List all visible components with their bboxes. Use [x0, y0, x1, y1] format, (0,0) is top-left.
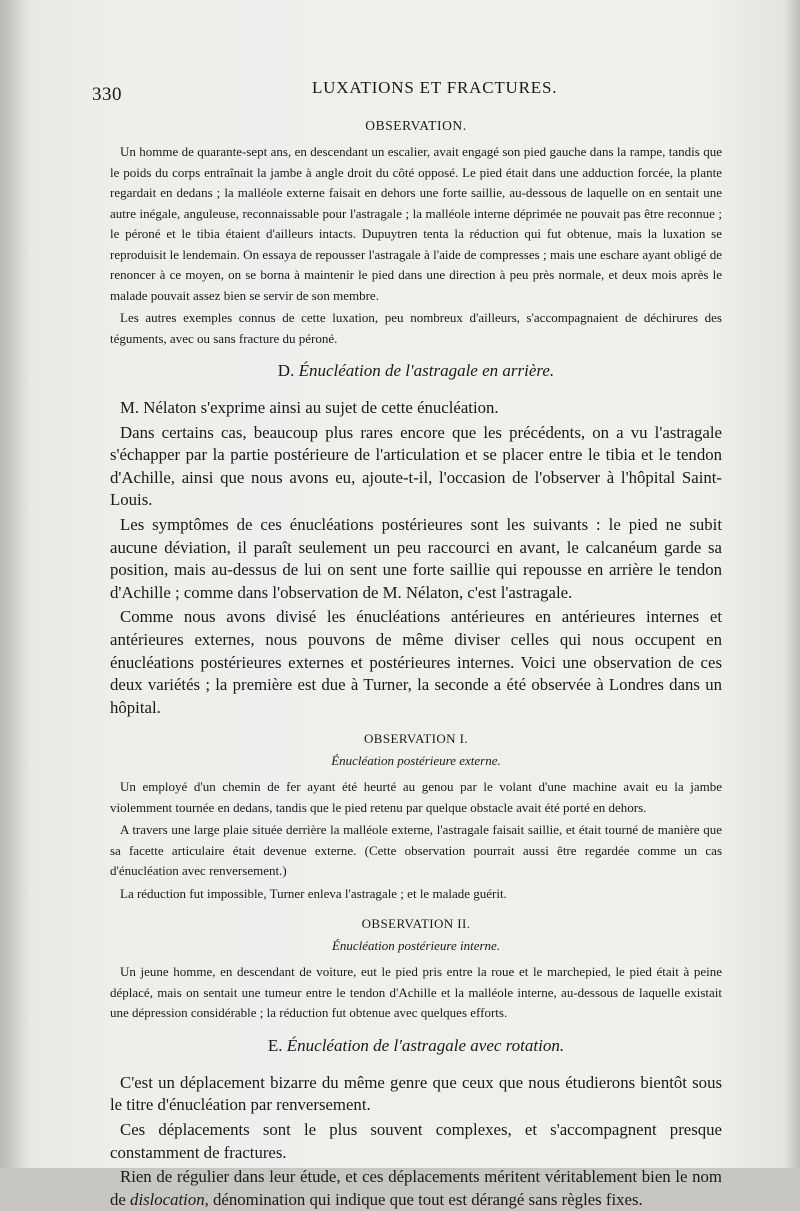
observation-paragraph: Un jeune homme, en descendant de voiture, eut le pied pris entre la roue et le marchepied, le pied était à peine déplacé, mais on sentait une tumeur entre le tendon d'Achille et la malléole interne, au-dessous de laquelle existait une dépression considérable ; la réduction fut obtenue avec quelques efforts. [110, 964, 722, 1021]
observation-heading: OBSERVATION. [365, 118, 467, 133]
observation-1-heading: OBSERVATION I. [364, 731, 468, 747]
body-paragraph: C'est un déplacement bizarre du même genre que ceux que nous étudierons bientôt sous le titre d'énucléation par renversement. [110, 1072, 722, 1115]
observation-2-heading: OBSERVATION II. [361, 916, 471, 932]
running-title: LUXATIONS ET FRACTURES. [312, 78, 558, 97]
body-paragraph: Les symptômes de ces énucléations postérieures sont les suivants : le pied ne subit aucune déviation, il paraît seulement un peu raccourci en avant, le calcanéum garde sa position, mais au-dessus de lui on sent une forte saillie qui repousse en arrière le tendon d'Achille ; comme dans l'observation de M. Nélaton, c'est l'astragale. [110, 514, 722, 602]
page-content [110, 118, 722, 1211]
text-run: Rien de régulier dans leur étude, et ces déplacements méritent véritablement bien le nom de [110, 1167, 722, 1209]
observation-paragraph: Les autres exemples connus de cette luxation, peu nombreux d'ailleurs, s'accompagnaient de déchirures des téguments, avec ou sans fracture du péroné. [110, 310, 722, 346]
observation-paragraph: A travers une large plaie située derrière la malléole externe, l'astragale faisait saillie, et était tourné de manière que sa facette articulaire était devenue externe. (Cette observation pourrait aussi être regardée comme un cas d'énucléation avec renversement.) [110, 822, 722, 879]
observation-1-subtitle: Énucléation postérieure externe. [331, 753, 501, 769]
section-title-e [110, 1036, 722, 1056]
section-letter: E. [267, 1035, 283, 1055]
observation-paragraph: Un homme de quarante-sept ans, en descendant un escalier, avait engagé son pied gauche dans la rampe, tandis que le poids du corps entraînait la jambe à angle droit du côté opposé. Le pied était dans une adduction forcée, la plante regardait en dedans ; la malléole externe faisait en dehors une forte saillie, au-dessous de laquelle on en sentait une autre inégale, anguleuse, reconnaissable pour l'astragale ; la malléole interne déprimée ne pouvait pas être reconnue ; le péroné et le tibia étaient d'ailleurs intacts. Dupuytren tenta la réduction qui fut obtenue, mais la luxation se reproduisit le lendemain. On essaya de repousser l'astragale à l'aide de compresses ; mais une eschare ayant obligé de renoncer à ce moyen, on se borna à maintenir le pied dans une direction à peu près normale, et deux mois après le malade pouvait assez bien se servir de son membre. [110, 144, 722, 303]
body-paragraph: Dans certains cas, beaucoup plus rares encore que les précédents, on a vu l'astragale s'échapper par la partie postérieure de l'articulation et se placer entre le tibia et le tendon d'Achille, ainsi que nous avons eu, ajoute-t-il, l'occasion de l'observer à l'hôpital Saint-Louis. [110, 422, 722, 510]
body-paragraph: Ces déplacements sont le plus souvent complexes, et s'accompagnent presque constamment de fractures. [110, 1120, 722, 1162]
observation-paragraph: La réduction fut impossible, Turner enleva l'astragale ; et le malade guérit. [120, 885, 507, 901]
section-title-text: Énucléation de l'astragale en arrière. [298, 361, 555, 380]
body-paragraph-last [110, 1166, 722, 1211]
section-title-text: Énucléation de l'astragale avec rotation. [286, 1035, 565, 1055]
section-letter: D. [277, 361, 295, 380]
observation-2-subtitle: Énucléation postérieure interne. [331, 938, 501, 954]
italic-term: dislocation [130, 1189, 205, 1209]
observation-paragraph: Un employé d'un chemin de fer ayant été heurté au genou par le volant d'une machine avait eu la jambe violemment tournée en dedans, tandis que le pied retenu par quelque obstacle avait été porté en dehors. [110, 779, 722, 815]
page-number: 330 [92, 84, 122, 105]
text-run: , dénomination qui indique que tout est dérangé sans règles fixes. [204, 1189, 643, 1209]
page-header [92, 78, 732, 105]
body-paragraph: Comme nous avons divisé les énucléations antérieures en antérieures internes et antérieures externes, nous pouvons de même diviser celles qui nous occupent en énucléations postérieures externes et postérieures internes. Voici une observation de ces deux variétés ; la première est due à Turner, la seconde a été observée à Londres dans un hôpital. [110, 607, 722, 717]
body-paragraph: M. Nélaton s'exprime ainsi au sujet de cette énucléation. [120, 398, 499, 417]
section-title-d [110, 361, 722, 381]
